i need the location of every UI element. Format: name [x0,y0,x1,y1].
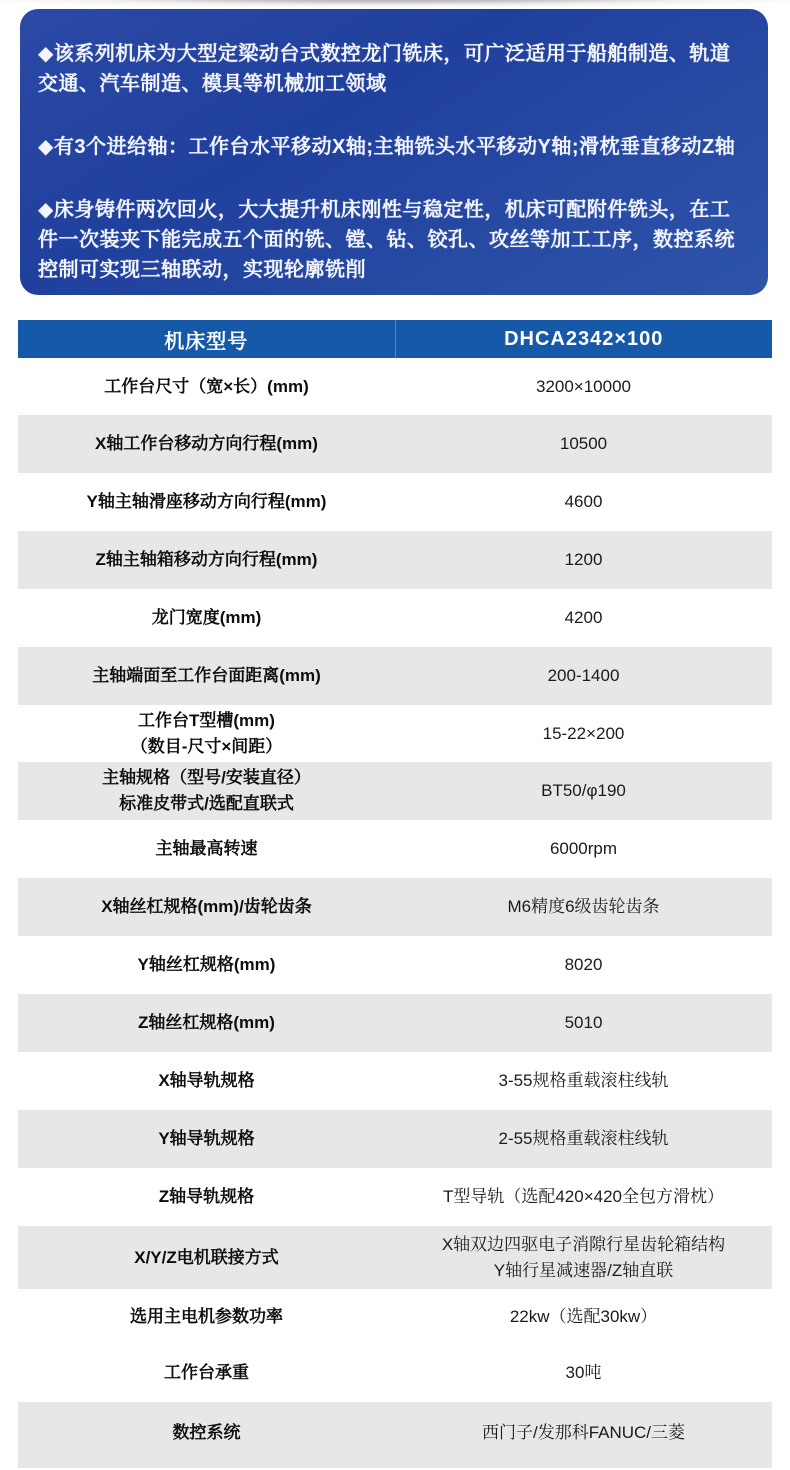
spec-table-header [18,320,772,358]
table-row [18,1289,772,1344]
row-label-text: Y轴主轴滑座移动方向行程(mm) [86,492,327,511]
row-label [18,1360,395,1386]
row-value [395,1184,772,1210]
table-row [18,1052,772,1110]
row-label-text-line2: 标准皮带式/选配直联式 [119,794,294,813]
row-value-text: BT50/φ190 [541,781,626,800]
row-label [18,663,395,689]
row-label-text: 主轴端面至工作台面距离(mm) [92,666,321,685]
row-label [18,836,395,862]
row-label [18,431,395,457]
table-row [18,705,772,762]
row-value-text: 1200 [564,550,603,569]
row-value [395,836,772,862]
row-value [395,663,772,689]
row-label-text: Z轴主轴箱移动方向行程(mm) [95,550,318,569]
table-row [18,936,772,994]
row-value-text: 西门子/发那科FANUC/三菱 [481,1423,686,1442]
row-label-text: 工作台承重 [164,1363,249,1382]
row-label [18,1010,395,1036]
row-label-text: Z轴导轨规格 [158,1187,255,1206]
table-row [18,820,772,878]
row-label [18,547,395,573]
row-value-text: 5010 [564,1013,603,1032]
row-label-text: X轴导轨规格 [158,1071,255,1090]
row-label-text-line2: （数目-尺寸×间距） [130,736,283,756]
row-label-text: 工作台尺寸（宽×长）(mm) [104,376,309,396]
row-label [18,489,395,515]
row-value [395,952,772,978]
row-label-text: X轴工作台移动方向行程(mm) [95,434,318,453]
row-value [395,1010,772,1036]
row-label-text: Y轴丝杠规格(mm) [137,955,276,974]
row-label [18,708,395,760]
row-value [395,547,772,573]
row-value-text: 2-55规格重载滚柱线轨 [498,1129,669,1148]
intro-panel [20,9,768,295]
row-value-text: X轴双边四驱电子消隙行星齿轮箱结构 [441,1234,726,1254]
row-value-text: 3200×10000 [535,376,632,396]
row-label-text: 选用主电机参数功率 [130,1306,283,1326]
intro-bullet-2: ◆有3个进给轴：工作台水平移动X轴;主轴铣头水平移动Y轴;滑枕垂直移动Z轴 [38,136,736,158]
row-value-text: 30吨 [565,1363,602,1382]
row-label [18,1304,395,1330]
row-label-text: 龙门宽度(mm) [151,608,262,627]
row-label [18,1184,395,1210]
row-label [18,374,395,400]
table-row [18,1344,772,1402]
row-value [395,1068,772,1094]
row-value-text: 3-55规格重载滚柱线轨 [498,1071,669,1090]
row-value-text: 10500 [559,434,608,453]
row-label [18,765,395,817]
row-value [395,1360,772,1386]
row-label [18,1402,395,1446]
row-value [395,1232,772,1284]
table-row [18,1110,772,1168]
row-value [395,778,772,804]
row-value-text: 4200 [564,608,603,627]
table-row [18,878,772,936]
table-row [18,762,772,820]
header-model-value: DHCA2342×100 [395,320,773,358]
row-label-text: 主轴最高转速 [155,839,258,858]
row-value-text: 4600 [564,492,603,511]
row-value-text: 22kw（选配30kw） [509,1306,658,1326]
row-value-text: 6000rpm [549,839,618,858]
row-label-text: X轴丝杠规格(mm)/齿轮齿条 [101,897,312,916]
table-row [18,1168,772,1226]
header-model-label: 机床型号 [164,330,249,353]
table-row [18,647,772,705]
row-value [395,489,772,515]
row-value [395,721,772,747]
row-value-text: M6精度6级齿轮齿条 [507,897,660,916]
row-label [18,952,395,978]
table-row [18,531,772,589]
top-shadow-divider [0,0,790,9]
row-label [18,605,395,631]
row-label-text: 主轴规格（型号/安装直径） [102,768,311,787]
row-value-text-line2: Y轴行星减速器/Z轴直联 [493,1260,674,1280]
table-row [18,994,772,1052]
table-row [18,415,772,473]
table-row [18,473,772,531]
row-value [395,1126,772,1152]
table-row [18,1226,772,1289]
row-label-text: 数控系统 [172,1423,241,1442]
intro-bullet-1: ◆该系列机床为大型定梁动台式数控龙门铣床，可广泛适用于船舶制造、轨道交通、汽车制造、模具等机械加工领域 [38,43,731,95]
row-label [18,894,395,920]
row-label-text: 工作台T型槽(mm) [138,710,275,730]
row-value-text: 8020 [564,955,603,974]
row-value [395,374,772,400]
row-label [18,1068,395,1094]
row-value [395,1304,772,1330]
row-value-text: 200-1400 [547,666,620,685]
row-value [395,605,772,631]
table-row [18,1402,772,1468]
spec-table [18,320,772,1468]
row-label-text: X/Y/Z电机联接方式 [134,1247,279,1267]
row-label-text: Y轴导轨规格 [158,1129,255,1148]
table-row [18,358,772,415]
row-value-text: 15-22×200 [542,723,625,743]
row-value [395,894,772,920]
row-value [395,1402,772,1446]
row-value-text: T型导轨（选配420×420全包方滑枕） [442,1187,725,1206]
table-row [18,589,772,647]
intro-bullet-3: ◆床身铸件两次回火，大大提升机床刚性与稳定性，机床可配附件铣头，在工件一次装夹下能完成五个面的铣、镗、钻、铰孔、攻丝等加工工序，数控系统控制可实现三轴联动，实现轮廓铣削 [38,199,735,281]
row-label [18,1245,395,1271]
row-label [18,1126,395,1152]
row-label-text: Z轴丝杠规格(mm) [138,1013,275,1032]
row-value [395,431,772,457]
